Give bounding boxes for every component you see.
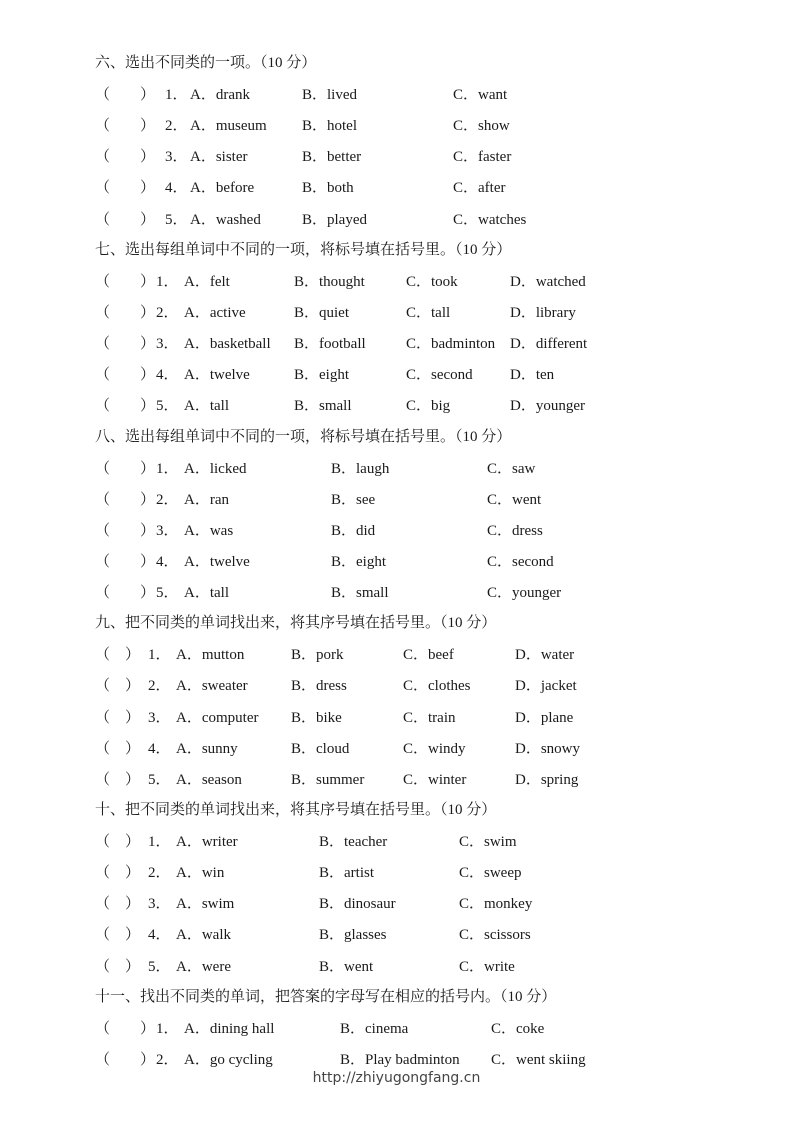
- option-c: C．train: [403, 710, 456, 726]
- option-a: A．before: [190, 180, 255, 196]
- option-c: C．scissors: [459, 927, 531, 943]
- question-number: 2．: [148, 865, 171, 881]
- answer-paren[interactable]: （ ）: [95, 212, 156, 228]
- answer-paren[interactable]: （ ）: [95, 741, 141, 757]
- question-number: 1．: [156, 1021, 179, 1037]
- question-number: 3．: [165, 149, 188, 165]
- option-c: C．faster: [453, 149, 512, 165]
- answer-paren[interactable]: （ ）: [95, 959, 141, 975]
- section-title: 十一、找出不同类的单词，把答案的字母写在相应的括号内。（10 分）: [95, 989, 557, 1005]
- option-c: C．write: [459, 959, 515, 975]
- option-b: B．better: [302, 149, 362, 165]
- question-number: 4．: [148, 741, 171, 757]
- answer-paren[interactable]: （ ）: [95, 927, 141, 943]
- option-c: C．younger: [487, 585, 562, 601]
- option-b: B．small: [331, 585, 389, 601]
- option-c: C．big: [406, 398, 451, 414]
- option-c: C．second: [487, 554, 554, 570]
- option-b: B．cloud: [291, 741, 350, 757]
- question-number: 2．: [156, 492, 179, 508]
- option-a: A．was: [184, 523, 234, 539]
- option-b: B．small: [294, 398, 352, 414]
- option-a: A．licked: [184, 461, 247, 477]
- option-b: B．teacher: [319, 834, 388, 850]
- option-d: D．snowy: [515, 741, 581, 757]
- option-b: B．went: [319, 959, 374, 975]
- option-c: C．coke: [491, 1021, 545, 1037]
- option-b: B．did: [331, 523, 376, 539]
- question-number: 2．: [148, 678, 171, 694]
- option-c: C．monkey: [459, 896, 533, 912]
- option-d: D．ten: [510, 367, 555, 383]
- answer-paren[interactable]: （ ）: [95, 1052, 156, 1068]
- option-a: A．computer: [176, 710, 259, 726]
- question-number: 5．: [165, 212, 188, 228]
- option-c: C．clothes: [403, 678, 471, 694]
- option-b: B．summer: [291, 772, 365, 788]
- question-number: 4．: [148, 927, 171, 943]
- section-title: 六、选出不同类的一项。（10 分）: [95, 55, 317, 71]
- question-number: 3．: [156, 336, 179, 352]
- option-a: A．twelve: [184, 554, 250, 570]
- option-a: A．tall: [184, 585, 229, 601]
- question-number: 3．: [148, 896, 171, 912]
- question-number: 2．: [156, 305, 179, 321]
- answer-paren[interactable]: （ ）: [95, 896, 141, 912]
- answer-paren[interactable]: （ ）: [95, 865, 141, 881]
- option-a: A．dining hall: [184, 1021, 275, 1037]
- answer-paren[interactable]: （ ）: [95, 118, 156, 134]
- option-c: C．went skiing: [491, 1052, 586, 1068]
- answer-paren[interactable]: （ ）: [95, 398, 156, 414]
- option-b: B．see: [331, 492, 376, 508]
- question-number: 1．: [148, 834, 171, 850]
- answer-paren[interactable]: （ ）: [95, 647, 141, 663]
- option-d: D．plane: [515, 710, 574, 726]
- option-a: A．felt: [184, 274, 230, 290]
- question-number: 2．: [165, 118, 188, 134]
- option-c: C．took: [406, 274, 458, 290]
- section-title: 十、把不同类的单词找出来，将其序号填在括号里。（10 分）: [95, 802, 497, 818]
- section-title: 九、把不同类的单词找出来，将其序号填在括号里。（10 分）: [95, 615, 497, 631]
- option-b: B．dinosaur: [319, 896, 396, 912]
- option-a: A．basketball: [184, 336, 271, 352]
- section-title: 七、选出每组单词中不同的一项，将标号填在括号里。（10 分）: [95, 242, 512, 258]
- option-c: C．swim: [459, 834, 517, 850]
- answer-paren[interactable]: （ ）: [95, 523, 156, 539]
- option-a: A．season: [176, 772, 242, 788]
- option-c: C．went: [487, 492, 542, 508]
- option-b: B．pork: [291, 647, 344, 663]
- option-c: C．show: [453, 118, 510, 134]
- option-a: A．sweater: [176, 678, 248, 694]
- option-b: B．laugh: [331, 461, 390, 477]
- option-b: B．eight: [331, 554, 386, 570]
- question-number: 1．: [156, 274, 179, 290]
- option-a: A．sunny: [176, 741, 238, 757]
- footer-url: http://zhiyugongfang.cn: [312, 1070, 481, 1086]
- question-number: 1．: [148, 647, 171, 663]
- option-d: D．water: [515, 647, 575, 663]
- question-number: 5．: [148, 772, 171, 788]
- option-b: B．hotel: [302, 118, 357, 134]
- option-c: C．after: [453, 180, 506, 196]
- section-title: 八、选出每组单词中不同的一项，将标号填在括号里。（10 分）: [95, 429, 512, 445]
- option-d: D．younger: [510, 398, 585, 414]
- answer-paren[interactable]: （ ）: [95, 305, 156, 321]
- option-c: C．second: [406, 367, 473, 383]
- question-number: 4．: [156, 554, 179, 570]
- answer-paren[interactable]: （ ）: [95, 772, 141, 788]
- option-a: A．walk: [176, 927, 231, 943]
- answer-paren[interactable]: （ ）: [95, 461, 156, 477]
- option-b: B．bike: [291, 710, 342, 726]
- option-b: B．played: [302, 212, 367, 228]
- option-c: C．sweep: [459, 865, 522, 881]
- option-a: A．drank: [190, 87, 250, 103]
- option-b: B．football: [294, 336, 366, 352]
- option-c: C．watches: [453, 212, 527, 228]
- answer-paren[interactable]: （ ）: [95, 834, 141, 850]
- option-a: A．writer: [176, 834, 238, 850]
- option-b: B．quiet: [294, 305, 349, 321]
- answer-paren[interactable]: （ ）: [95, 367, 156, 383]
- option-b: B．Play badminton: [340, 1052, 460, 1068]
- option-b: B．dress: [291, 678, 347, 694]
- option-a: A．tall: [184, 398, 229, 414]
- question-number: 2．: [156, 1052, 179, 1068]
- option-c: C．winter: [403, 772, 467, 788]
- answer-paren[interactable]: （ ）: [95, 87, 156, 103]
- answer-paren[interactable]: （ ）: [95, 336, 156, 352]
- answer-paren[interactable]: （ ）: [95, 1021, 156, 1037]
- option-b: B．eight: [294, 367, 349, 383]
- option-d: D．spring: [515, 772, 579, 788]
- answer-paren[interactable]: （ ）: [95, 274, 156, 290]
- option-a: A．go cycling: [184, 1052, 273, 1068]
- option-a: A．mutton: [176, 647, 245, 663]
- option-c: C．want: [453, 87, 508, 103]
- option-c: C．windy: [403, 741, 466, 757]
- option-b: B．lived: [302, 87, 357, 103]
- question-number: 1．: [165, 87, 188, 103]
- question-number: 3．: [148, 710, 171, 726]
- question-number: 5．: [156, 585, 179, 601]
- option-d: D．watched: [510, 274, 586, 290]
- option-a: A．sister: [190, 149, 248, 165]
- answer-paren[interactable]: （ ）: [95, 149, 156, 165]
- option-a: A．ran: [184, 492, 229, 508]
- answer-paren[interactable]: （ ）: [95, 180, 156, 196]
- question-number: 5．: [148, 959, 171, 975]
- option-a: A．twelve: [184, 367, 250, 383]
- option-a: A．win: [176, 865, 225, 881]
- option-c: C．badminton: [406, 336, 496, 352]
- answer-paren[interactable]: （ ）: [95, 554, 156, 570]
- option-c: C．dress: [487, 523, 543, 539]
- question-number: 1．: [156, 461, 179, 477]
- option-c: C．saw: [487, 461, 536, 477]
- option-d: D．different: [510, 336, 588, 352]
- option-a: A．museum: [190, 118, 267, 134]
- option-b: B．cinema: [340, 1021, 409, 1037]
- option-a: A．washed: [190, 212, 261, 228]
- option-d: D．library: [510, 305, 576, 321]
- answer-paren[interactable]: （ ）: [95, 678, 141, 694]
- option-c: C．beef: [403, 647, 454, 663]
- option-b: B．glasses: [319, 927, 387, 943]
- question-number: 4．: [156, 367, 179, 383]
- question-number: 4．: [165, 180, 188, 196]
- option-c: C．tall: [406, 305, 451, 321]
- option-a: A．swim: [176, 896, 235, 912]
- answer-paren[interactable]: （ ）: [95, 585, 156, 601]
- option-b: B．thought: [294, 274, 365, 290]
- option-b: B．both: [302, 180, 354, 196]
- answer-paren[interactable]: （ ）: [95, 492, 156, 508]
- option-d: D．jacket: [515, 678, 577, 694]
- question-number: 3．: [156, 523, 179, 539]
- question-number: 5．: [156, 398, 179, 414]
- option-a: A．were: [176, 959, 231, 975]
- option-b: B．artist: [319, 865, 374, 881]
- option-a: A．active: [184, 305, 246, 321]
- answer-paren[interactable]: （ ）: [95, 710, 141, 726]
